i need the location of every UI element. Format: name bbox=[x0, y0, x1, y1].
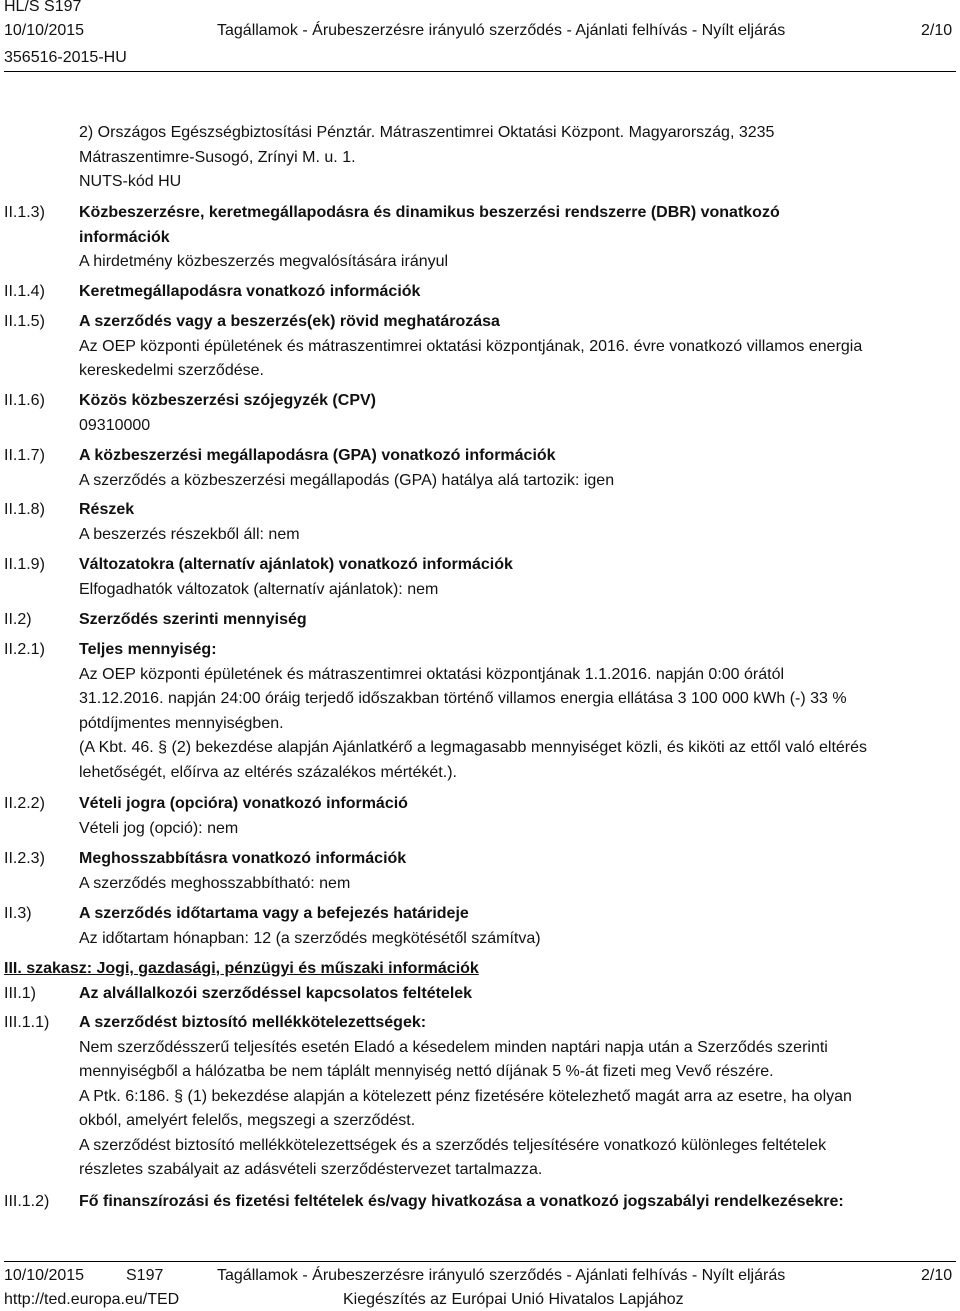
section-block bbox=[79, 553, 957, 602]
section-number: II.1.7) bbox=[4, 447, 45, 464]
section-text: Az OEP központi épületének és mátraszentimrei oktatási központjának 1.1.2016. napján 0:00 órától bbox=[79, 665, 785, 683]
section-block bbox=[79, 1011, 957, 1183]
section-heading: Az alvállalkozói szerződéssel kapcsolatos feltételek bbox=[79, 985, 473, 1002]
section-text: pótdíjmentes mennyiségben. bbox=[79, 714, 284, 732]
section-text: A szerződést biztosító mellékkötelezettségek és a szerződés teljesítésére vonatkozó különleges feltételek bbox=[79, 1136, 827, 1154]
section-text: lehetőségét, előírva az eltérés százalékos mértékét.). bbox=[79, 763, 457, 781]
section-number: II.1.3) bbox=[4, 204, 45, 221]
section-heading: A szerződés vagy a beszerzés(ek) rövid meghatározása bbox=[79, 313, 500, 330]
intro-line: NUTS-kód HU bbox=[79, 173, 182, 190]
section-number: II.1.8) bbox=[4, 501, 45, 518]
section-heading: Közbeszerzésre, keretmegállapodásra és dinamikus beszerzési rendszerre (DBR) vonatkozó bbox=[79, 204, 780, 221]
section-heading: információk bbox=[79, 228, 170, 246]
section-text: Nem szerződésszerű teljesítés esetén Eladó a késedelem minden naptári napja után a Szerződés szerinti bbox=[79, 1038, 828, 1056]
section-block bbox=[79, 201, 957, 275]
section-text: (A Kbt. 46. § (2) bekezdése alapján Ajánlatkérő a legmagasabb mennyiséget közli, és kiköti az ettől való eltérés bbox=[79, 739, 868, 756]
footer-date: 10/10/2015 bbox=[4, 1267, 85, 1284]
section-text: A szerződés a közbeszerzési megállapodás (GPA) hatálya alá tartozik: igen bbox=[79, 471, 615, 489]
section-heading: A szerződést biztosító mellékkötelezettségek: bbox=[79, 1014, 427, 1031]
section-heading: Változatokra (alternatív ajánlatok) vonatkozó információk bbox=[79, 556, 513, 573]
section-text: A szerződés meghosszabbítható: nem bbox=[79, 874, 351, 892]
section-heading: Keretmegállapodásra vonatkozó információk bbox=[79, 283, 421, 300]
footer-rule bbox=[4, 1261, 956, 1262]
section-block bbox=[79, 444, 957, 493]
section-block bbox=[79, 389, 957, 438]
doc-type: HL/S S197 bbox=[4, 0, 82, 15]
section-text: A Ptk. 6:186. § (1) bekezdése alapján a kötelezett pénz fizetésére kötelezhető magát arra az esetre, ha olyan bbox=[79, 1087, 852, 1105]
section-heading: Teljes mennyiség: bbox=[79, 641, 217, 658]
section-block bbox=[79, 1190, 957, 1215]
section-block bbox=[79, 847, 957, 896]
section-block bbox=[79, 982, 957, 1007]
section-text: A hirdetmény közbeszerzés megvalósítására irányul bbox=[79, 253, 449, 270]
header-doc-id: 356516-2015-HU bbox=[4, 49, 127, 66]
section-text: Elfogadhatók változatok (alternatív ajánlatok): nem bbox=[79, 580, 439, 598]
cpv-code: 09310000 bbox=[79, 416, 151, 434]
section-number: II.1.9) bbox=[4, 556, 45, 573]
section-block bbox=[79, 792, 957, 841]
section-block bbox=[79, 310, 957, 384]
intro-line: 2) Országos Egészségbiztosítási Pénztár. Mátraszentimrei Oktatási Központ. Magyarország, 3235 bbox=[79, 124, 775, 141]
section-number: II.2) bbox=[4, 611, 32, 628]
section-number: II.1.6) bbox=[4, 392, 45, 409]
section-number: III.1.2) bbox=[4, 1193, 50, 1210]
section-text: mennyiségből a hálózatba be nem táplált mennyiség nettó díjának 5 %-át fizeti meg Vevő részére. bbox=[79, 1063, 774, 1080]
section-text: okból, amelyért felelős, megszegi a szerződést. bbox=[79, 1112, 416, 1129]
footer-series: S197 bbox=[126, 1267, 164, 1284]
section-text: Az OEP központi épületének és mátraszentimrei oktatási központjának, 2016. évre vonatkozó villamos energia bbox=[79, 337, 863, 355]
section-number: II.2.1) bbox=[4, 641, 45, 658]
section-number: II.2.2) bbox=[4, 795, 45, 812]
section-heading: A közbeszerzési megállapodásra (GPA) vonatkozó információk bbox=[79, 447, 556, 464]
section-heading: Szerződés szerinti mennyiség bbox=[79, 611, 307, 628]
section-heading: Részek bbox=[79, 501, 135, 518]
section-heading: Fő finanszírozási és fizetési feltételek és/vagy hivatkozása a vonatkozó jogszabályi rendelkezésekre: bbox=[79, 1193, 844, 1210]
section-text: A beszerzés részekből áll: nem bbox=[79, 525, 300, 543]
section-heading: Közös közbeszerzési szójegyzék (CPV) bbox=[79, 392, 376, 409]
section-number: II.3) bbox=[4, 905, 32, 922]
section-text: részletes szabályait az adásvételi szerződéstervezet tartalmazza. bbox=[79, 1161, 543, 1178]
section-number: III.1.1) bbox=[4, 1014, 50, 1031]
footer-url: http://ted.europa.eu/TED bbox=[4, 1291, 180, 1308]
section-block bbox=[79, 608, 957, 633]
intro-line: Mátraszentimre-Susogó, Zrínyi M. u. 1. bbox=[79, 148, 356, 166]
header-date: 10/10/2015 bbox=[4, 22, 85, 39]
section-number: II.1.4) bbox=[4, 283, 45, 300]
section-number: II.2.3) bbox=[4, 850, 45, 867]
footer-title: Tagállamok - Árubeszerzésre irányuló szerződés - Ajánlati felhívás - Nyílt eljárás bbox=[217, 1267, 786, 1284]
section-heading: Meghosszabbításra vonatkozó információk bbox=[79, 850, 407, 867]
section-number: III.1) bbox=[4, 985, 37, 1002]
section-block bbox=[79, 498, 957, 547]
footer-publisher: Kiegészítés az Európai Unió Hivatalos Lapjához bbox=[343, 1291, 684, 1308]
section-block bbox=[79, 638, 957, 785]
footer-page: 2/10 bbox=[921, 1267, 953, 1284]
section-heading: A szerződés időtartama vagy a befejezés határideje bbox=[79, 905, 469, 922]
section-block bbox=[79, 902, 957, 951]
section-number: II.1.5) bbox=[4, 313, 45, 330]
header-rule bbox=[4, 71, 956, 72]
section-text: Az időtartam hónapban: 12 (a szerződés megkötésétől számítva) bbox=[79, 929, 541, 947]
part-title: III. szakasz: Jogi, gazdasági, pénzügyi és műszaki információk bbox=[4, 960, 479, 977]
header-title: Tagállamok - Árubeszerzésre irányuló szerződés - Ajánlati felhívás - Nyílt eljárás bbox=[217, 22, 786, 39]
section-text: Vételi jog (opció): nem bbox=[79, 819, 239, 837]
section-text: kereskedelmi szerződése. bbox=[79, 362, 264, 379]
header-page: 2/10 bbox=[921, 22, 953, 39]
section-block bbox=[79, 280, 957, 305]
intro-block bbox=[79, 121, 957, 195]
section-text: 31.12.2016. napján 24:00 óráig terjedő időszakban történő villamos energia ellátása 3 100 000 kWh (-) 33 % bbox=[79, 690, 847, 707]
section-heading: Vételi jogra (opcióra) vonatkozó információ bbox=[79, 795, 408, 812]
